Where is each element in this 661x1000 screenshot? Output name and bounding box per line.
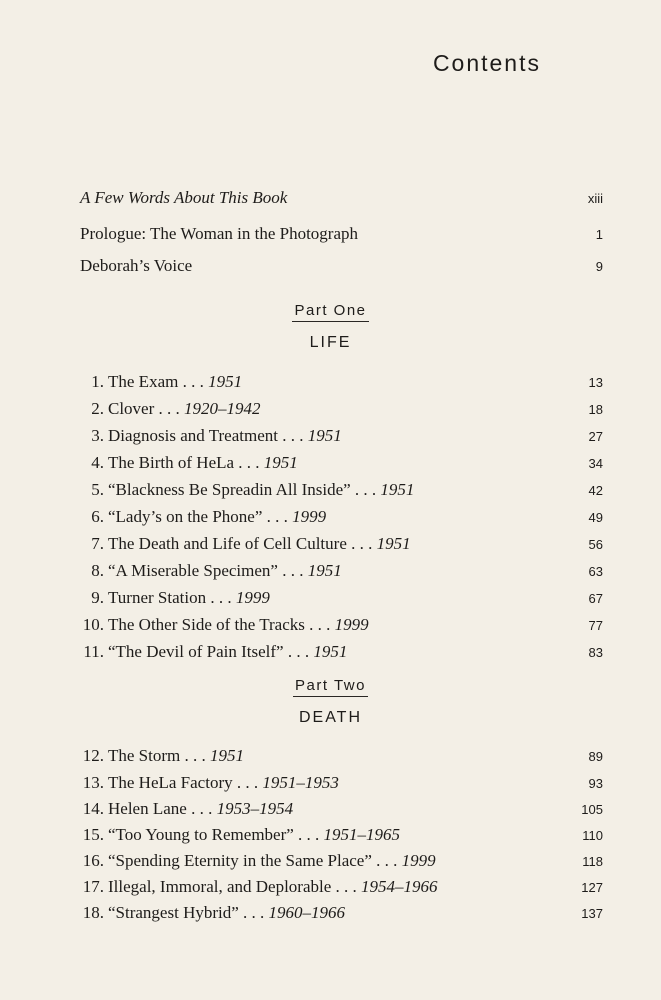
chapter-number: 18. — [82, 903, 104, 922]
chapter-number: 15. — [82, 825, 104, 844]
chapter-date: 1960–1966 — [268, 903, 346, 922]
chapter-date: 1920–1942 — [184, 399, 261, 418]
chapter-page: 67 — [588, 591, 603, 606]
toc-chapter[interactable] — [80, 901, 603, 925]
part-label-text: Part One — [292, 302, 368, 322]
chapter-page: 118 — [582, 854, 603, 869]
toc-chapter[interactable] — [80, 586, 603, 610]
chapter-title: “A Miserable Specimen” . . . — [108, 561, 304, 580]
part-label-text: Part Two — [293, 677, 368, 697]
chapter-date: 1951 — [263, 453, 298, 472]
chapter-date: 1954–1966 — [361, 877, 438, 896]
chapter-title: Diagnosis and Treatment . . . — [108, 426, 304, 445]
chapter-number: 9. — [91, 588, 104, 607]
chapter-title: “The Devil of Pain Itself” . . . — [108, 642, 310, 661]
chapter-page: 63 — [588, 564, 603, 579]
chapter-date: 1951–1965 — [323, 825, 401, 844]
chapter-date: 1951 — [307, 561, 342, 580]
toc-entry-deborahs-voice[interactable] — [80, 254, 603, 278]
part-one-label — [0, 302, 661, 319]
chapter-number: 7. — [91, 534, 104, 553]
chapter-title: The Birth of HeLa . . . — [108, 453, 260, 472]
chapter-title: “Blackness Be Spreadin All Inside” . . . — [108, 480, 377, 499]
chapter-title: “Strangest Hybrid” . . . — [108, 903, 265, 922]
chapter-title: “Lady’s on the Phone” . . . — [108, 507, 288, 526]
chapter-number: 13. — [82, 773, 104, 792]
toc-chapter[interactable] — [80, 505, 603, 529]
toc-chapter[interactable] — [80, 823, 603, 847]
chapter-number: 2. — [91, 399, 104, 418]
toc-chapter[interactable] — [80, 613, 603, 637]
chapter-page: 56 — [588, 537, 603, 552]
chapter-title: “Too Young to Remember” . . . — [108, 825, 320, 844]
chapter-number: 6. — [91, 507, 104, 526]
entry-title: Deborah’s Voice — [80, 256, 193, 275]
chapter-title: The Exam . . . — [108, 372, 204, 391]
page-title: Contents — [432, 50, 541, 76]
toc-entry-about-book[interactable] — [80, 186, 603, 210]
chapter-number: 10. — [82, 615, 104, 634]
chapter-title: The Death and Life of Cell Culture . . . — [108, 534, 373, 553]
part-one-title: LIFE — [309, 334, 352, 351]
chapter-number: 1. — [91, 372, 104, 391]
chapter-page: 137 — [581, 906, 603, 921]
toc-chapter[interactable] — [80, 424, 603, 448]
chapter-number: 14. — [82, 799, 104, 818]
toc-chapter[interactable] — [80, 370, 603, 394]
chapter-title: Helen Lane . . . — [108, 799, 213, 818]
toc-chapter[interactable] — [80, 797, 603, 821]
chapter-number: 3. — [91, 426, 104, 445]
chapter-number: 11. — [83, 642, 104, 661]
chapter-title: Illegal, Immoral, and Deplorable . . . — [108, 877, 357, 896]
part-two-label — [0, 677, 661, 694]
toc-chapter[interactable] — [80, 875, 603, 899]
chapter-number: 12. — [82, 746, 104, 765]
chapter-date: 1953–1954 — [216, 799, 294, 818]
chapter-page: 105 — [581, 802, 603, 817]
chapter-date: 1951 — [307, 426, 342, 445]
chapter-page: 18 — [588, 402, 603, 417]
toc-chapter[interactable] — [80, 451, 603, 475]
chapter-date: 1951–1953 — [262, 773, 339, 792]
chapter-number: 5. — [91, 480, 104, 499]
toc-chapter[interactable] — [80, 771, 603, 795]
toc-chapter[interactable] — [80, 559, 603, 583]
toc-chapter[interactable] — [80, 640, 603, 664]
chapter-page: 77 — [588, 618, 603, 633]
chapter-number: 8. — [91, 561, 104, 580]
entry-page: 1 — [595, 227, 603, 242]
chapter-date: 1999 — [235, 588, 270, 607]
chapter-page: 110 — [582, 828, 603, 843]
chapter-date: 1951 — [380, 480, 415, 499]
entry-page: 9 — [595, 259, 603, 274]
chapter-page: 93 — [588, 776, 603, 791]
chapter-page: 42 — [588, 483, 603, 498]
chapter-date: 1951 — [210, 746, 244, 765]
toc-entry-prologue[interactable] — [80, 222, 603, 246]
part-two-title: DEATH — [298, 709, 363, 726]
chapter-title: The Storm . . . — [108, 746, 206, 765]
toc-chapter[interactable] — [80, 478, 603, 502]
chapter-number: 16. — [82, 851, 104, 870]
chapter-date: 1999 — [334, 615, 369, 634]
chapter-number: 17. — [82, 877, 104, 896]
chapter-date: 1951 — [313, 642, 348, 661]
chapter-title: “Spending Eternity in the Same Place” . . . — [108, 851, 398, 870]
toc-chapter[interactable] — [80, 849, 603, 873]
chapter-date: 1999 — [401, 851, 436, 870]
chapter-page: 89 — [588, 749, 603, 764]
chapter-title: The HeLa Factory . . . — [108, 773, 259, 792]
toc-chapter[interactable] — [80, 397, 603, 421]
chapter-page: 49 — [588, 510, 603, 525]
chapter-title: Turner Station . . . — [108, 588, 232, 607]
chapter-page: 13 — [588, 375, 603, 390]
chapter-title: The Other Side of the Tracks . . . — [108, 615, 331, 634]
chapter-title: Clover . . . — [108, 399, 180, 418]
entry-title: Prologue: The Woman in the Photograph — [80, 224, 359, 243]
entry-title: A Few Words About This Book — [80, 188, 288, 207]
chapter-page: 127 — [581, 880, 603, 895]
chapter-date: 1951 — [376, 534, 411, 553]
chapter-date: 1951 — [208, 372, 243, 391]
chapter-page: 83 — [588, 645, 603, 660]
chapter-page: 27 — [588, 429, 603, 444]
chapter-date: 1999 — [292, 507, 327, 526]
entry-page: xiii — [587, 191, 603, 206]
toc-chapter[interactable] — [80, 744, 603, 768]
chapter-number: 4. — [91, 453, 104, 472]
chapter-page: 34 — [588, 456, 603, 471]
toc-chapter[interactable] — [80, 532, 603, 556]
